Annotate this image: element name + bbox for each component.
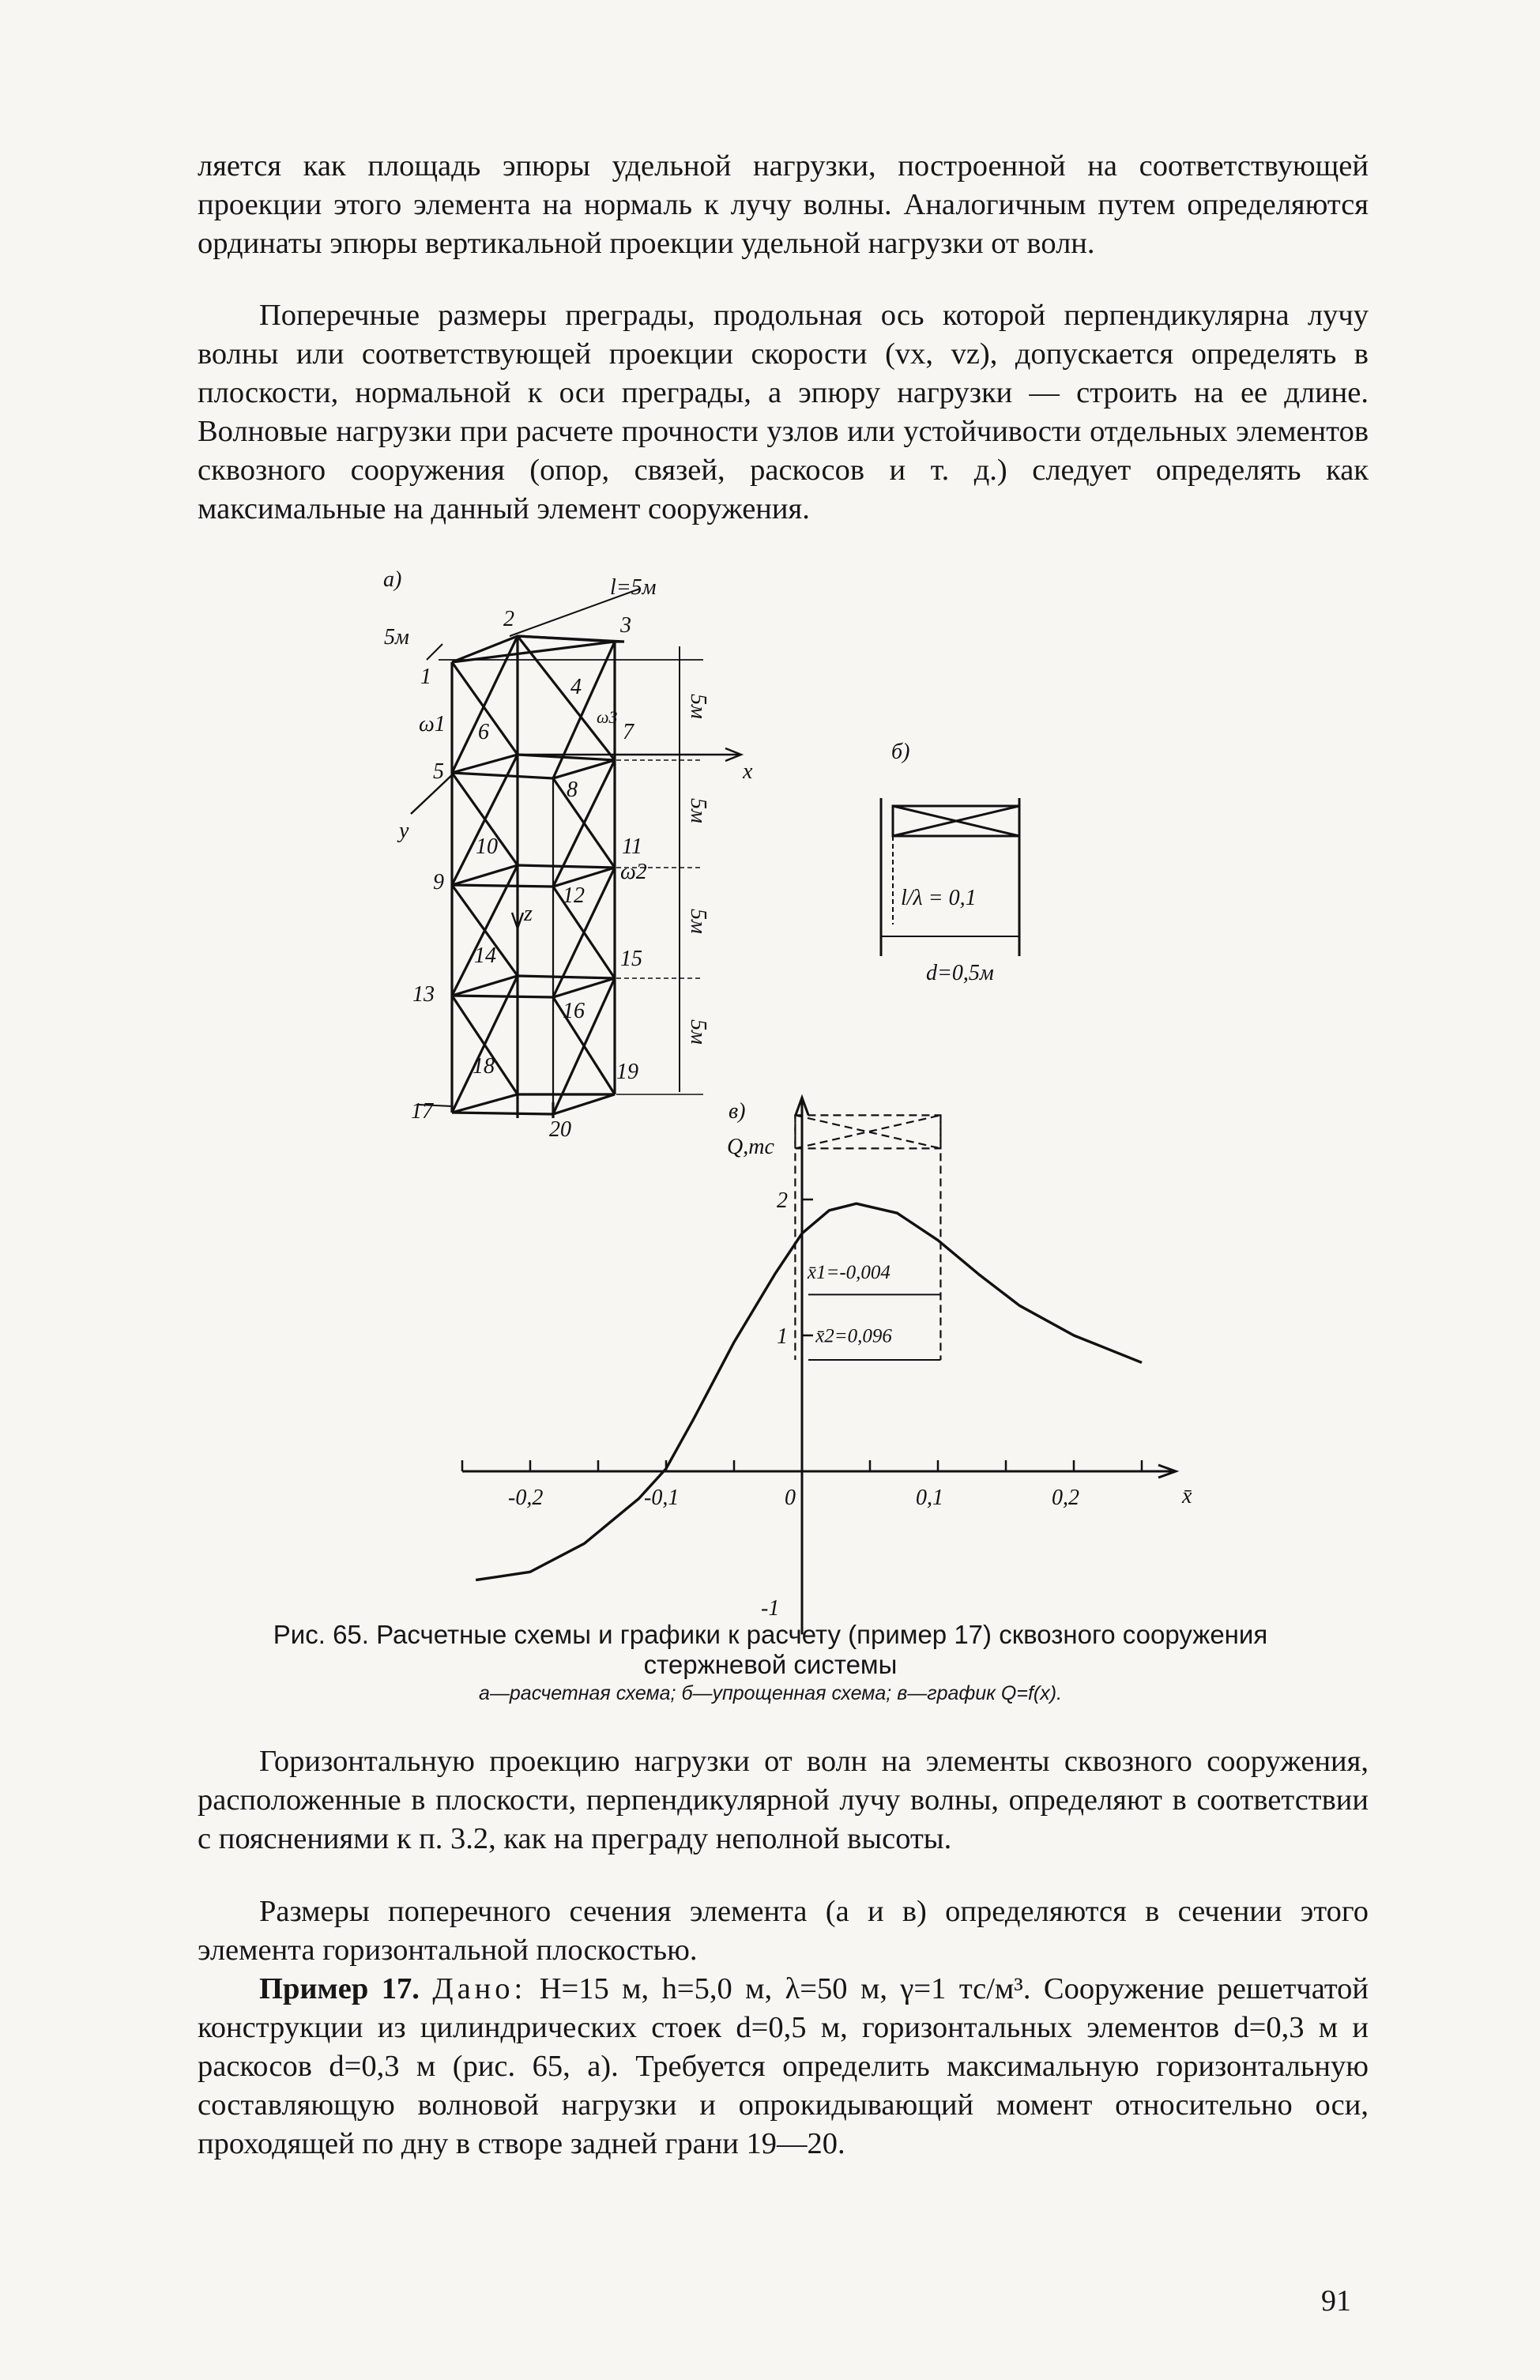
figure-c-chart xyxy=(462,1098,1192,1634)
node-14: 14 xyxy=(474,943,496,968)
node-13: 13 xyxy=(412,982,435,1007)
y-tick-label-2: -1 xyxy=(761,1596,780,1621)
node-9: 9 xyxy=(433,870,444,894)
caption-line-2: а—расчетная схема; б—упрощенная схема; в—график Q=f(x). xyxy=(478,1682,1063,1704)
omega3-label: ω3 xyxy=(597,707,618,727)
paragraph-3: Горизонтальную проекцию нагрузки от волн на элементы сквозного сооружения, расположенные в плоскости, перпендикулярной лучу волны, определяют в соответствии с пояснениями к п. 3.2, как на преграду неполной высоты. xyxy=(198,1745,1369,1855)
node-12: 12 xyxy=(563,883,585,908)
annotation-x2: x̄2=0,096 xyxy=(815,1325,892,1347)
annotation-x1: x̄1=-0,004 xyxy=(807,1261,890,1283)
node-10: 10 xyxy=(476,834,498,859)
figure-b-label: б) xyxy=(891,740,910,764)
figure-b-simplified xyxy=(881,798,1019,956)
caption-line-1: Рис. 65. Расчетные схемы и графики к расчету (пример 17) сквозного сооружения стержневой системы xyxy=(273,1620,1268,1679)
x-tick-label-1: -0,1 xyxy=(644,1486,680,1510)
node-4: 4 xyxy=(570,675,582,699)
x-tick-label-4: 0,2 xyxy=(1052,1486,1079,1510)
example-text: H=15 м, h=5,0 м, λ=50 м, γ=1 тс/м³. Сооружение решетчатой конструкции из цилиндрических стоек d=0,5 м, горизонтальных элементов d=0,3 м и раскосов d=0,3 м (рис. 65, а). Требуется определить максимальную горизонтальную составляющую волновой нагрузки и опрокидывающий момент относительно оси, проходящей по дну в створе задней грани 19—20. xyxy=(198,1972,1369,2160)
example-label: Пример 17. xyxy=(259,1972,420,2005)
dim-side-label: 5м xyxy=(384,625,409,650)
y-axis-label: Q,тс xyxy=(727,1135,774,1159)
x-tick-label-0: -0,2 xyxy=(508,1486,544,1510)
node-18: 18 xyxy=(473,1054,495,1079)
node-5: 5 xyxy=(433,759,444,784)
y-tick-label-0: 2 xyxy=(777,1188,788,1213)
y-tick-label-1: 1 xyxy=(777,1324,788,1349)
figure-caption xyxy=(261,1620,1280,1707)
figure-a-label: а) xyxy=(383,567,402,592)
series-line-Q xyxy=(476,1203,1142,1580)
dim-top-label: l=5м xyxy=(610,575,657,600)
node-7: 7 xyxy=(623,720,634,744)
dim-vertical-3: 5м xyxy=(686,909,710,934)
node-20: 20 xyxy=(549,1117,571,1142)
node-11: 11 xyxy=(622,834,642,859)
omega1-label: ω1 xyxy=(419,712,446,736)
paragraph-1: ляется как площадь эпюры удельной нагрузки, построенной на соответствующей проекции этого элемента на нормаль к лучу волны. Аналогичным путем определяются ординаты эпюры вертикальной проекции удельной нагрузки от волн. xyxy=(198,149,1369,260)
paragraph-4: Размеры поперечного сечения элемента (а и в) определяются в сечении этого элемента горизонтальной плоскостью. xyxy=(198,1895,1369,1967)
node-17: 17 xyxy=(411,1099,433,1124)
dim-vertical-2: 5м xyxy=(686,798,710,823)
node-1: 1 xyxy=(420,665,431,689)
figure-b-ratio: l/λ = 0,1 xyxy=(901,886,977,910)
figure-b-diameter: d=0,5м xyxy=(926,961,994,985)
dim-vertical-1: 5м xyxy=(686,694,710,719)
node-6: 6 xyxy=(478,720,489,744)
node-19: 19 xyxy=(616,1060,638,1084)
omega2-label: ω2 xyxy=(620,860,647,884)
axis-x-label: x xyxy=(743,759,753,784)
page-number: 91 xyxy=(1321,2284,1351,2318)
x-tick-label-3: 0,1 xyxy=(916,1486,943,1510)
paragraph-5 xyxy=(198,1970,1369,2163)
example-given: Дано: xyxy=(432,1972,527,2005)
x-axis-label: x̄ xyxy=(1182,1484,1192,1508)
node-16: 16 xyxy=(563,999,585,1023)
node-15: 15 xyxy=(620,947,642,971)
figure-c-label: в) xyxy=(729,1099,746,1124)
paragraph-2: Поперечные размеры преграды, продольная ось которой перпендикулярна лучу волны или соответствующей проекции скорости (vx, vz), допускается определять в плоскости, нормальной к оси преграды, а эпюру нагрузки — строить на ее длине. Волновые нагрузки при расчете прочности узлов или устойчивости отдельных элементов сквозного сооружения (опор, связей, раскосов и т. д.) следует определять как максимальные на данный элемент сооружения. xyxy=(198,299,1369,525)
axis-z-label: z xyxy=(524,902,533,926)
node-8: 8 xyxy=(567,778,578,802)
dim-vertical-4: 5м xyxy=(686,1019,710,1045)
node-3: 3 xyxy=(620,613,631,638)
x-tick-label-2: 0 xyxy=(785,1486,796,1510)
axis-y-label: y xyxy=(399,819,409,843)
node-2: 2 xyxy=(503,607,514,631)
